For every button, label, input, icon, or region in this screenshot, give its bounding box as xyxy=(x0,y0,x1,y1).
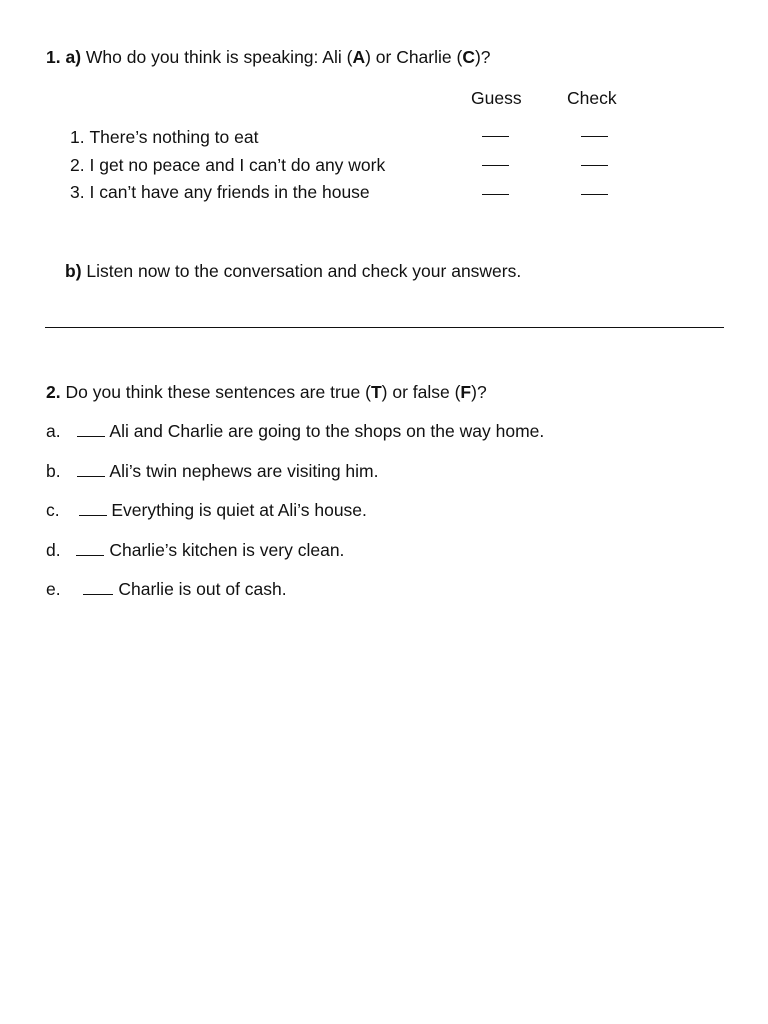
check-blank-2[interactable] xyxy=(581,165,608,166)
option-ali-label: A xyxy=(352,47,366,67)
item-text: Charlie’s kitchen is very clean. xyxy=(109,540,345,560)
q2-item xyxy=(46,421,544,442)
item-text: There’s nothing to eat xyxy=(89,127,259,147)
item-number: 1. xyxy=(70,127,85,147)
item-text: Everything is quiet at Ali’s house. xyxy=(111,500,367,520)
q1b-label: b) xyxy=(65,261,82,281)
q2-prompt: 2. Do you think these sentences are true (T) or false (F)? xyxy=(46,382,487,402)
item-letter: b. xyxy=(46,461,61,481)
item-text: I can’t have any friends in the house xyxy=(89,182,370,202)
item-letter: d. xyxy=(46,540,61,560)
item-text: Ali and Charlie are going to the shops on the way home. xyxy=(109,421,545,441)
guess-blank-3[interactable] xyxy=(482,194,509,195)
q2-item xyxy=(46,461,379,482)
option-true-label: T xyxy=(370,382,382,402)
q2-number: 2. xyxy=(46,382,61,402)
option-false-label: F xyxy=(460,382,472,402)
answer-blank[interactable] xyxy=(77,422,105,437)
item-number: 3. xyxy=(70,182,85,202)
guess-blank-1[interactable] xyxy=(482,136,509,137)
q1-item xyxy=(70,182,370,203)
guess-blank-2[interactable] xyxy=(482,165,509,166)
item-number: 2. xyxy=(70,155,85,175)
item-text: Charlie is out of cash. xyxy=(118,579,287,599)
answer-blank[interactable] xyxy=(79,501,107,516)
column-header-guess: Guess xyxy=(471,88,522,108)
q2-item xyxy=(46,579,287,600)
answer-blank[interactable] xyxy=(77,462,105,477)
item-text: I get no peace and I can’t do any work xyxy=(89,155,386,175)
item-text: Ali’s twin nephews are visiting him. xyxy=(109,461,379,481)
q1-number: 1. a) xyxy=(46,47,82,67)
q2-item xyxy=(46,540,344,561)
q1-item xyxy=(70,127,258,148)
check-blank-3[interactable] xyxy=(581,194,608,195)
q1b-instruction: b) Listen now to the conversation and check your answers. xyxy=(65,261,522,281)
item-letter: e. xyxy=(46,579,61,599)
section-divider xyxy=(45,327,724,328)
q2-item xyxy=(46,500,367,521)
check-blank-1[interactable] xyxy=(581,136,608,137)
option-charlie-label: C xyxy=(462,47,475,67)
q1-prompt: 1. a) Who do you think is speaking: Ali (A) or Charlie (C)? xyxy=(46,47,491,67)
column-header-check: Check xyxy=(567,88,617,108)
item-letter: a. xyxy=(46,421,61,441)
item-letter: c. xyxy=(46,500,60,520)
q1-item xyxy=(70,155,385,176)
answer-blank[interactable] xyxy=(83,580,113,595)
answer-blank[interactable] xyxy=(76,541,104,556)
